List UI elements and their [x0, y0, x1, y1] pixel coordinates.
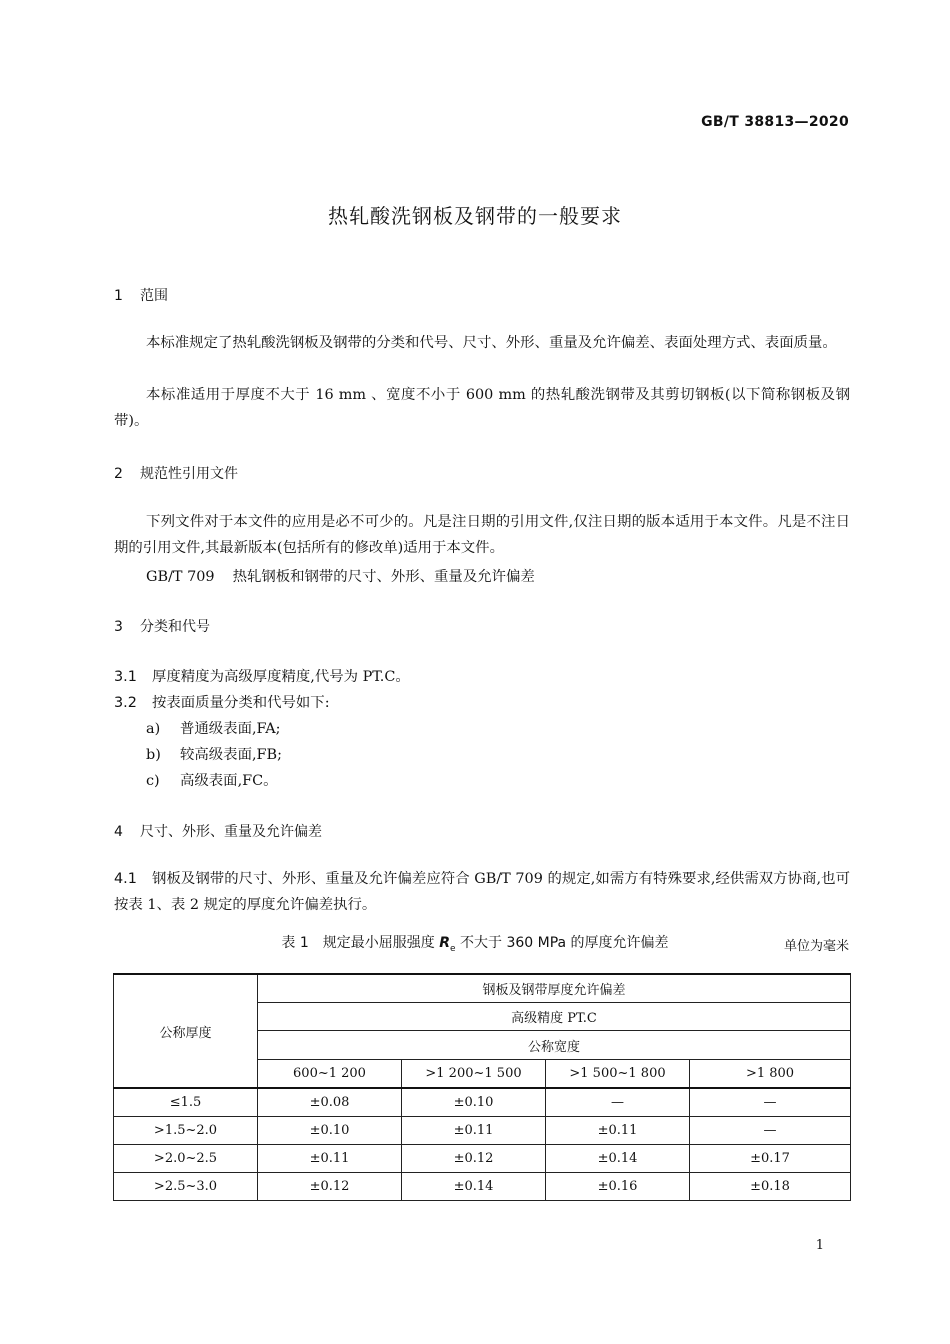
reference-title: 热轧钢板和钢带的尺寸、外形、重量及允许偏差 — [232, 569, 535, 585]
clause-4-1 — [114, 866, 850, 918]
tolerance-cell: ±0.18 — [690, 1173, 851, 1201]
tolerance-cell: ±0.14 — [546, 1145, 690, 1173]
tolerance-cell: ±0.17 — [690, 1145, 851, 1173]
tolerance-cell: — — [690, 1117, 851, 1145]
section-1-heading — [114, 285, 168, 305]
clause-text: 钢板及钢带的尺寸、外形、重量及允许偏差应符合 GB/T 709 的规定,如需方有特殊要求,经供需双方协商,也可按表 1、表 2 规定的厚度允许偏差执行。 — [114, 871, 850, 913]
header-tolerance: 钢板及钢带厚度允许偏差 — [258, 974, 851, 1003]
tolerance-cell: ±0.10 — [258, 1117, 402, 1145]
section-1-paragraph-1: 本标准规定了热轧酸洗钢板及钢带的分类和代号、尺寸、外形、重量及允许偏差、表面处理方式、表面质量。 — [146, 335, 837, 351]
table-row — [114, 1173, 851, 1201]
normative-reference — [146, 565, 535, 586]
caption-text-post: 不大于 360 MPa 的厚度允许偏差 — [455, 935, 669, 951]
section-title: 分类和代号 — [140, 619, 210, 635]
yield-subscript: e — [450, 943, 456, 954]
clause-text: 厚度精度为高级厚度精度,代号为 PT.C。 — [152, 669, 410, 685]
thickness-cell: >2.5~3.0 — [114, 1173, 258, 1201]
clause-number: 3.2 — [114, 695, 137, 711]
list-text: 高级表面,FC。 — [180, 773, 278, 789]
reference-code: GB/T 709 — [146, 569, 215, 585]
tolerance-cell: ±0.14 — [402, 1173, 546, 1201]
tolerance-cell: ±0.08 — [258, 1088, 402, 1117]
section-number: 3 — [114, 619, 123, 635]
section-number: 2 — [114, 466, 123, 482]
list-item — [146, 769, 278, 790]
header-precision: 高级精度 PT.C — [258, 1003, 851, 1031]
section-3-heading — [114, 616, 210, 636]
clause-number: 3.1 — [114, 669, 137, 685]
table-number: 表 1 — [281, 935, 309, 951]
list-marker: a) — [146, 721, 161, 737]
width-column-header: 600~1 200 — [258, 1059, 402, 1088]
header-nominal-thickness: 公称厚度 — [114, 974, 258, 1088]
width-column-header: >1 500~1 800 — [546, 1059, 690, 1088]
list-text: 较高级表面,FB; — [180, 747, 282, 763]
section-4-heading — [114, 821, 322, 841]
width-column-header: >1 800 — [690, 1059, 851, 1088]
list-item — [146, 743, 282, 764]
section-number: 4 — [114, 824, 123, 840]
table-row — [114, 1145, 851, 1173]
section-2-paragraph-1: 下列文件对于本文件的应用是必不可少的。凡是注日期的引用文件,仅注日期的版本适用于本文件。凡是不注日期的引用文件,其最新版本(包括所有的修改单)适用于本文件。 — [114, 514, 850, 556]
clause-3-2 — [114, 691, 330, 712]
section-title: 范围 — [140, 288, 168, 304]
tolerance-cell: ±0.12 — [258, 1173, 402, 1201]
tolerance-cell: ±0.11 — [402, 1117, 546, 1145]
table-unit: 单位为毫米 — [783, 939, 849, 954]
section-title: 规范性引用文件 — [140, 466, 238, 482]
thickness-cell: ≤1.5 — [114, 1088, 258, 1117]
width-column-header: >1 200~1 500 — [402, 1059, 546, 1088]
page-number: 1 — [815, 1238, 824, 1253]
list-text: 普通级表面,FA; — [180, 721, 281, 737]
tolerance-cell: ±0.11 — [546, 1117, 690, 1145]
thickness-cell: >2.0~2.5 — [114, 1145, 258, 1173]
section-title: 尺寸、外形、重量及允许偏差 — [140, 824, 322, 840]
document-title: 热轧酸洗钢板及钢带的一般要求 — [328, 204, 622, 228]
section-number: 1 — [114, 288, 123, 304]
clause-text: 按表面质量分类和代号如下: — [152, 695, 330, 711]
table-row — [114, 1117, 851, 1145]
clause-3-1 — [114, 665, 410, 686]
yield-symbol: R — [439, 935, 451, 951]
tolerance-cell: ±0.16 — [546, 1173, 690, 1201]
section-2-heading — [114, 463, 238, 483]
table-row — [114, 1088, 851, 1117]
table-header-row — [114, 974, 851, 1003]
tolerance-cell: ±0.11 — [258, 1145, 402, 1173]
tolerance-cell: ±0.10 — [402, 1088, 546, 1117]
thickness-tolerance-table — [113, 973, 851, 1201]
standard-number: GB/T 38813—2020 — [701, 114, 849, 130]
section-1-paragraph-2: 本标准适用于厚度不大于 16 mm 、宽度不小于 600 mm 的热轧酸洗钢带及其剪切钢板(以下简称钢板及钢带)。 — [114, 387, 850, 429]
thickness-cell: >1.5~2.0 — [114, 1117, 258, 1145]
list-marker: b) — [146, 747, 161, 763]
list-item — [146, 717, 281, 738]
tolerance-cell: — — [690, 1088, 851, 1117]
tolerance-cell: ±0.12 — [402, 1145, 546, 1173]
tolerance-cell: — — [546, 1088, 690, 1117]
list-marker: c) — [146, 773, 160, 789]
caption-text-pre: 规定最小屈服强度 — [322, 935, 440, 951]
header-nominal-width: 公称宽度 — [258, 1031, 851, 1059]
clause-number: 4.1 — [114, 871, 137, 887]
